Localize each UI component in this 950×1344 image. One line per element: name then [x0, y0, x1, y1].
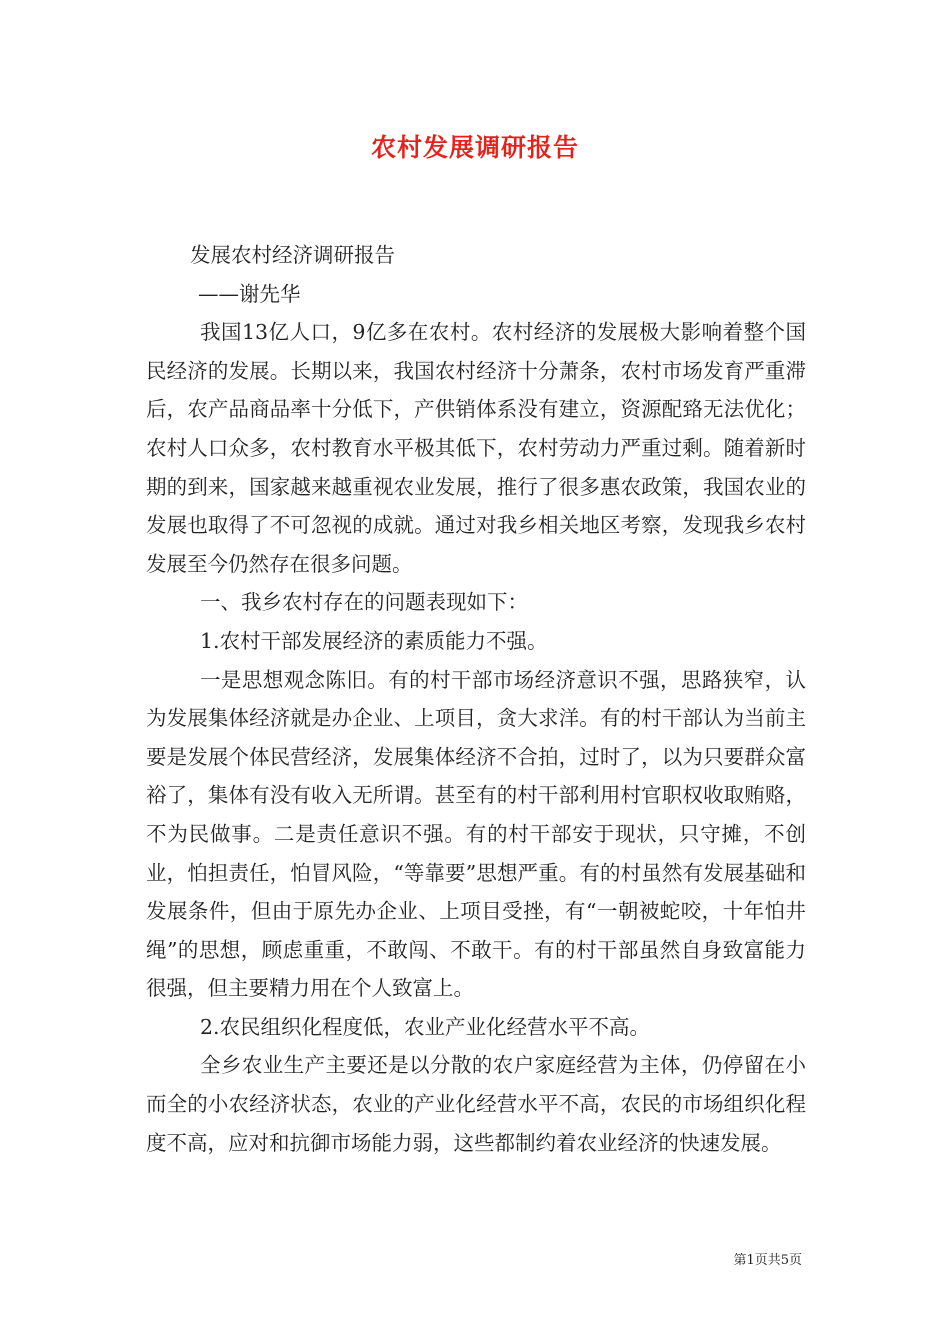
page-number: 第1页共5页 — [733, 1253, 802, 1268]
document-body — [146, 236, 806, 1162]
document-title: 农村发展调研报告 — [370, 133, 579, 162]
paragraph-farmer-organization: 全乡农业生产主要还是以分散的农户家庭经营为主体，仍停留在小而全的小农经济状态，农业的产业化经营水平不高，农民的市场组织化程度不高，应对和抗御市场能力弱，这些都制约着农业经济的快速发展。 — [146, 1053, 806, 1155]
paragraph-cadre-ability: 一是思想观念陈旧。有的村干部市场经济意识不强，思路狭窄，认为发展集体经济就是办企业、上项目，贪大求洋。有的村干部认为当前主要是发展个体民营经济，发展集体经济不合拍，过时了，以为只要群众富裕了，集体有没有收入无所谓。甚至有的村干部利用村官职权收取贿赂，不为民做事。二是责任意识不强。有的村干部安于现状，只守摊，不创业，怕担责任，怕冒风险，“等靠要”思想严重。有的村虽然有发展基础和发展条件，但由于原先办企业、上项目受挫，有“一朝被蛇咬，十年怕井绳”的思想，顾虑重重，不敢闯、不敢干。有的村干部虽然自身致富能力很强，但主要精力用在个人致富上。 — [146, 667, 806, 1001]
subheading-cadre-ability: 1.农村干部发展经济的素质能力不强。 — [200, 628, 548, 653]
paragraph-intro: 我国13亿人口，9亿多在农村。农村经济的发展极大影响着整个国民经济的发展。长期以来，我国农村经济十分萧条，农村市场发育严重滞后，农产品商品率十分低下，产供销体系没有建立，资源配臵无法优化；农村人口众多，农村教育水平极其低下，农村劳动力严重过剩。随着新时期的到来，国家越来越重视农业发展，推行了很多惠农政策，我国农业的发展也取得了不可忽视的成就。通过对我乡相关地区考察，发现我乡农村发展至今仍然存在很多问题。 — [146, 320, 806, 576]
report-author: ——谢先华 — [198, 281, 301, 306]
section-heading-problems: 一、我乡农村存在的问题表现如下： — [200, 590, 528, 615]
report-subtitle: 发展农村经济调研报告 — [190, 243, 395, 267]
subheading-farmer-organization: 2.农民组织化程度低，农业产业化经营水平不高。 — [200, 1014, 651, 1039]
